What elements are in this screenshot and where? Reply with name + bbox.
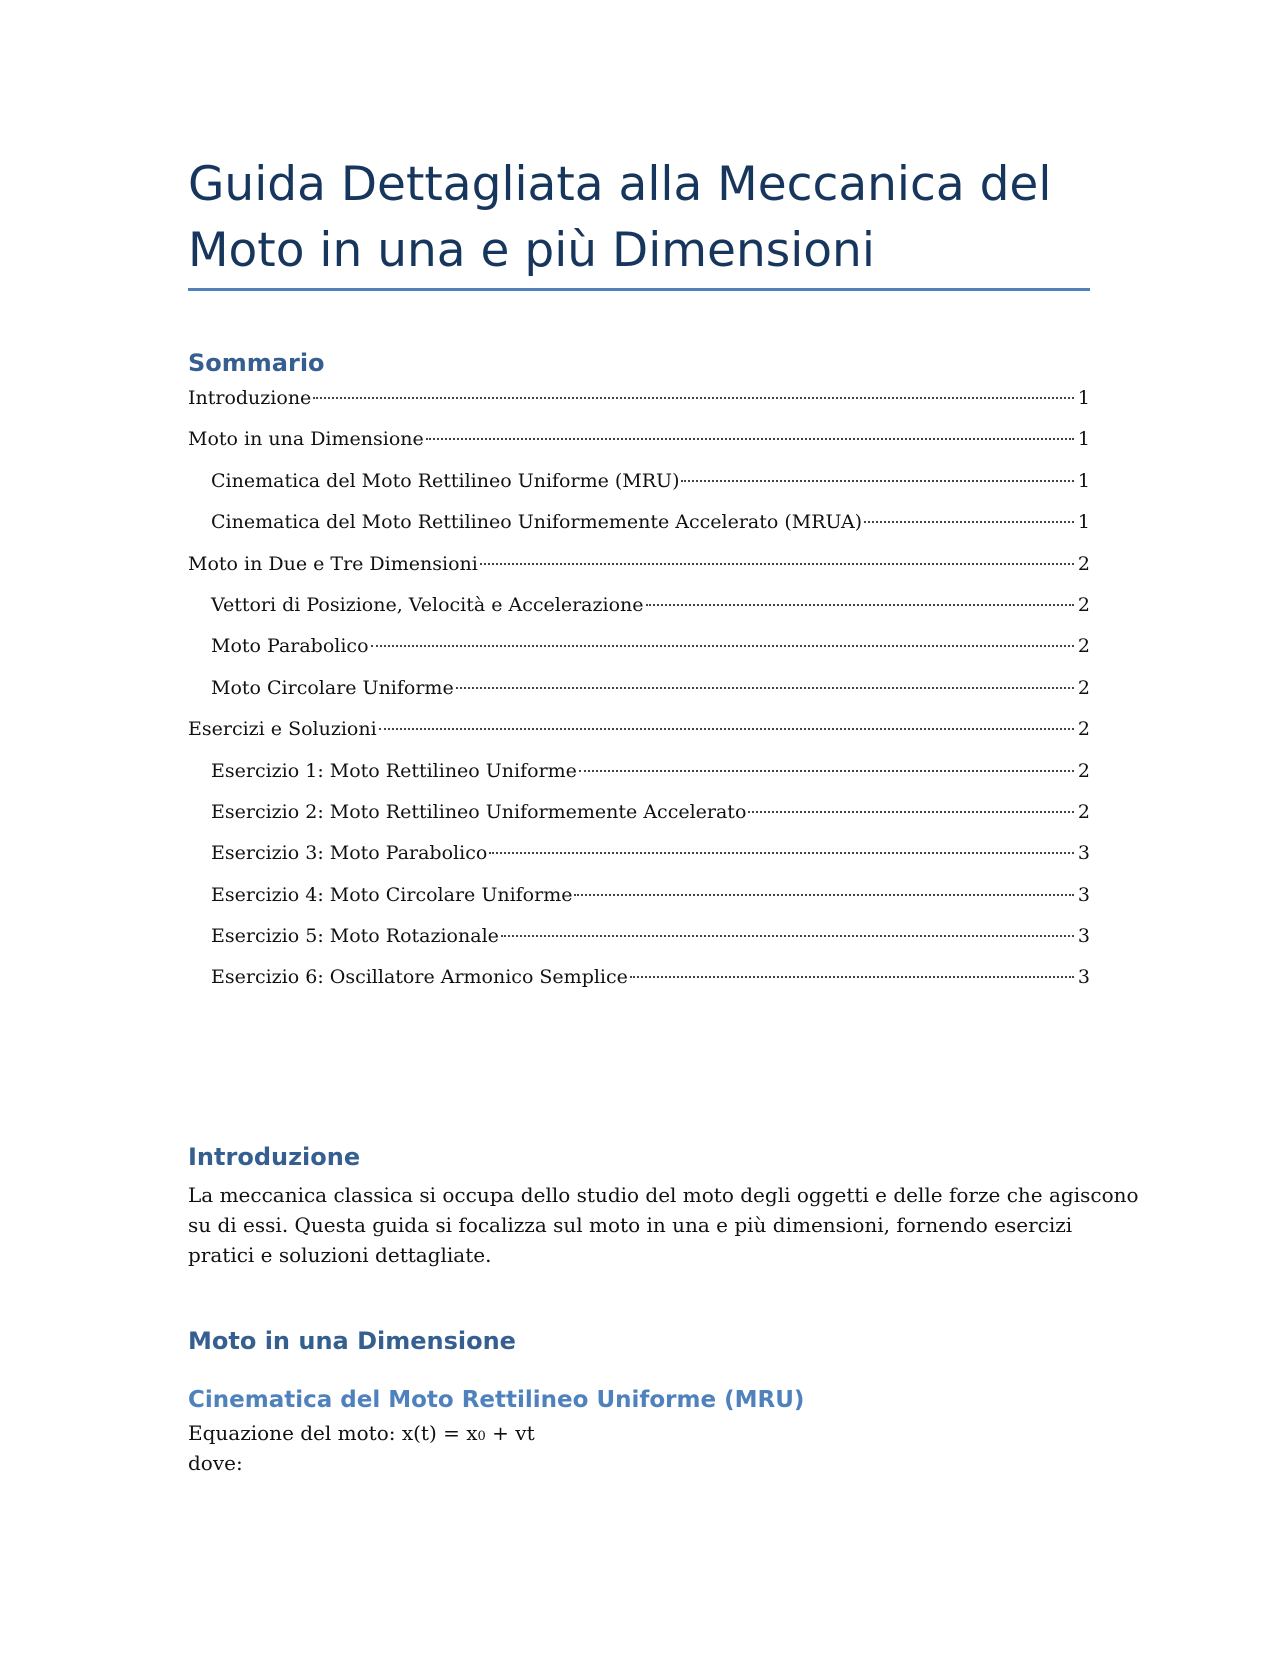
toc-heading: Sommario bbox=[188, 349, 325, 377]
toc-entry-label: Moto in una Dimensione bbox=[188, 428, 424, 451]
toc-dot-leader bbox=[489, 852, 1074, 854]
toc-entry-page-number: 3 bbox=[1077, 883, 1090, 906]
mru-equation bbox=[188, 1418, 535, 1452]
toc-dot-leader bbox=[456, 687, 1074, 689]
mru-heading: Cinematica del Moto Rettilineo Uniforme (MRU) bbox=[188, 1387, 805, 1413]
toc-entry-page-number: 2 bbox=[1077, 593, 1090, 616]
toc-entry-label: Cinematica del Moto Rettilineo Uniforme (MRU) bbox=[211, 469, 680, 492]
toc-dot-leader bbox=[748, 811, 1074, 813]
toc-dot-leader bbox=[501, 935, 1074, 937]
toc-entry[interactable] bbox=[188, 550, 1090, 591]
toc-entry-label: Moto Circolare Uniforme bbox=[211, 676, 454, 699]
toc-entry[interactable] bbox=[188, 922, 1090, 963]
toc-dot-leader bbox=[313, 397, 1074, 399]
toc-entry[interactable] bbox=[188, 384, 1090, 425]
intro-paragraph-line-2: su di essi. Questa guida si focalizza sul moto in una e più dimensioni, fornendo esercizi bbox=[188, 1213, 1073, 1237]
toc-entry[interactable] bbox=[188, 425, 1090, 466]
toc-entry-page-number: 2 bbox=[1077, 552, 1090, 575]
equation-prefix: Equazione del moto: x(t) = x bbox=[188, 1421, 478, 1445]
section-1d-heading: Moto in una Dimensione bbox=[188, 1327, 516, 1355]
toc-entry-page-number: 2 bbox=[1077, 676, 1090, 699]
toc-entry-label: Vettori di Posizione, Velocità e Accelerazione bbox=[211, 593, 644, 616]
toc-entry[interactable] bbox=[188, 508, 1090, 549]
toc-dot-leader bbox=[379, 728, 1074, 730]
toc-entry[interactable] bbox=[188, 839, 1090, 880]
toc-entry-page-number: 2 bbox=[1077, 759, 1090, 782]
toc-entry-label: Esercizi e Soluzioni bbox=[188, 718, 377, 741]
intro-heading: Introduzione bbox=[188, 1143, 361, 1171]
toc-dot-leader bbox=[630, 976, 1074, 978]
toc-entry-page-number: 1 bbox=[1077, 428, 1090, 451]
toc-entry[interactable] bbox=[188, 632, 1090, 673]
toc-entry-label: Introduzione bbox=[188, 387, 312, 409]
equation-subscript: 0 bbox=[477, 1429, 486, 1444]
toc-entry-page-number: 1 bbox=[1077, 511, 1090, 534]
toc-entry[interactable] bbox=[188, 881, 1090, 922]
toc-entry-label: Esercizio 6: Oscillatore Armonico Semplice bbox=[211, 966, 628, 989]
toc-entry[interactable] bbox=[188, 674, 1090, 715]
toc-dot-leader bbox=[371, 645, 1074, 647]
toc-entry-label: Esercizio 5: Moto Rotazionale bbox=[211, 925, 499, 948]
toc-dot-leader bbox=[480, 563, 1074, 565]
intro-paragraph-line-1: La meccanica classica si occupa dello studio del moto degli oggetti e delle forze che agiscono bbox=[188, 1183, 1139, 1207]
toc-entry-page-number: 3 bbox=[1077, 966, 1090, 989]
title-underline bbox=[188, 288, 1090, 291]
toc-entry-page-number: 2 bbox=[1077, 718, 1090, 741]
toc-entry[interactable] bbox=[188, 757, 1090, 798]
toc-entry-label: Cinematica del Moto Rettilineo Uniformemente Accelerato (MRUA) bbox=[211, 511, 863, 534]
document-title: Guida Dettagliata alla Meccanica del Moto in una e più Dimensioni bbox=[188, 157, 1052, 278]
equation-suffix: + vt bbox=[485, 1421, 535, 1445]
toc-entry-page-number: 2 bbox=[1077, 800, 1090, 823]
toc-entry[interactable] bbox=[188, 798, 1090, 839]
toc-dot-leader bbox=[579, 770, 1074, 772]
toc-entry-page-number: 1 bbox=[1077, 469, 1090, 492]
toc-entry-label: Esercizio 2: Moto Rettilineo Uniformemente Accelerato bbox=[211, 800, 747, 823]
table-of-contents bbox=[188, 384, 1090, 1005]
toc-dot-leader bbox=[574, 894, 1073, 896]
toc-entry[interactable] bbox=[188, 591, 1090, 632]
toc-entry-page-number: 2 bbox=[1077, 635, 1090, 658]
toc-entry-label: Moto Parabolico bbox=[211, 635, 369, 658]
toc-entry-page-number: 3 bbox=[1077, 925, 1090, 948]
toc-entry-label: Esercizio 4: Moto Circolare Uniforme bbox=[211, 883, 573, 906]
toc-entry-label: Esercizio 1: Moto Rettilineo Uniforme bbox=[211, 759, 577, 782]
toc-entry-page-number: 1 bbox=[1077, 387, 1090, 409]
toc-entry-label: Esercizio 3: Moto Parabolico bbox=[211, 842, 488, 865]
toc-dot-leader bbox=[864, 521, 1074, 523]
toc-entry-label: Moto in Due e Tre Dimensioni bbox=[188, 552, 478, 575]
toc-entry-page-number: 3 bbox=[1077, 842, 1090, 865]
toc-entry[interactable] bbox=[188, 467, 1090, 508]
toc-entry[interactable] bbox=[188, 963, 1090, 1004]
intro-paragraph-line-3: pratici e soluzioni dettagliate. bbox=[188, 1243, 492, 1267]
toc-entry[interactable] bbox=[188, 715, 1090, 756]
toc-dot-leader bbox=[426, 438, 1074, 440]
toc-dot-leader bbox=[681, 480, 1073, 482]
toc-dot-leader bbox=[646, 604, 1074, 606]
mru-where-label: dove: bbox=[188, 1451, 243, 1475]
